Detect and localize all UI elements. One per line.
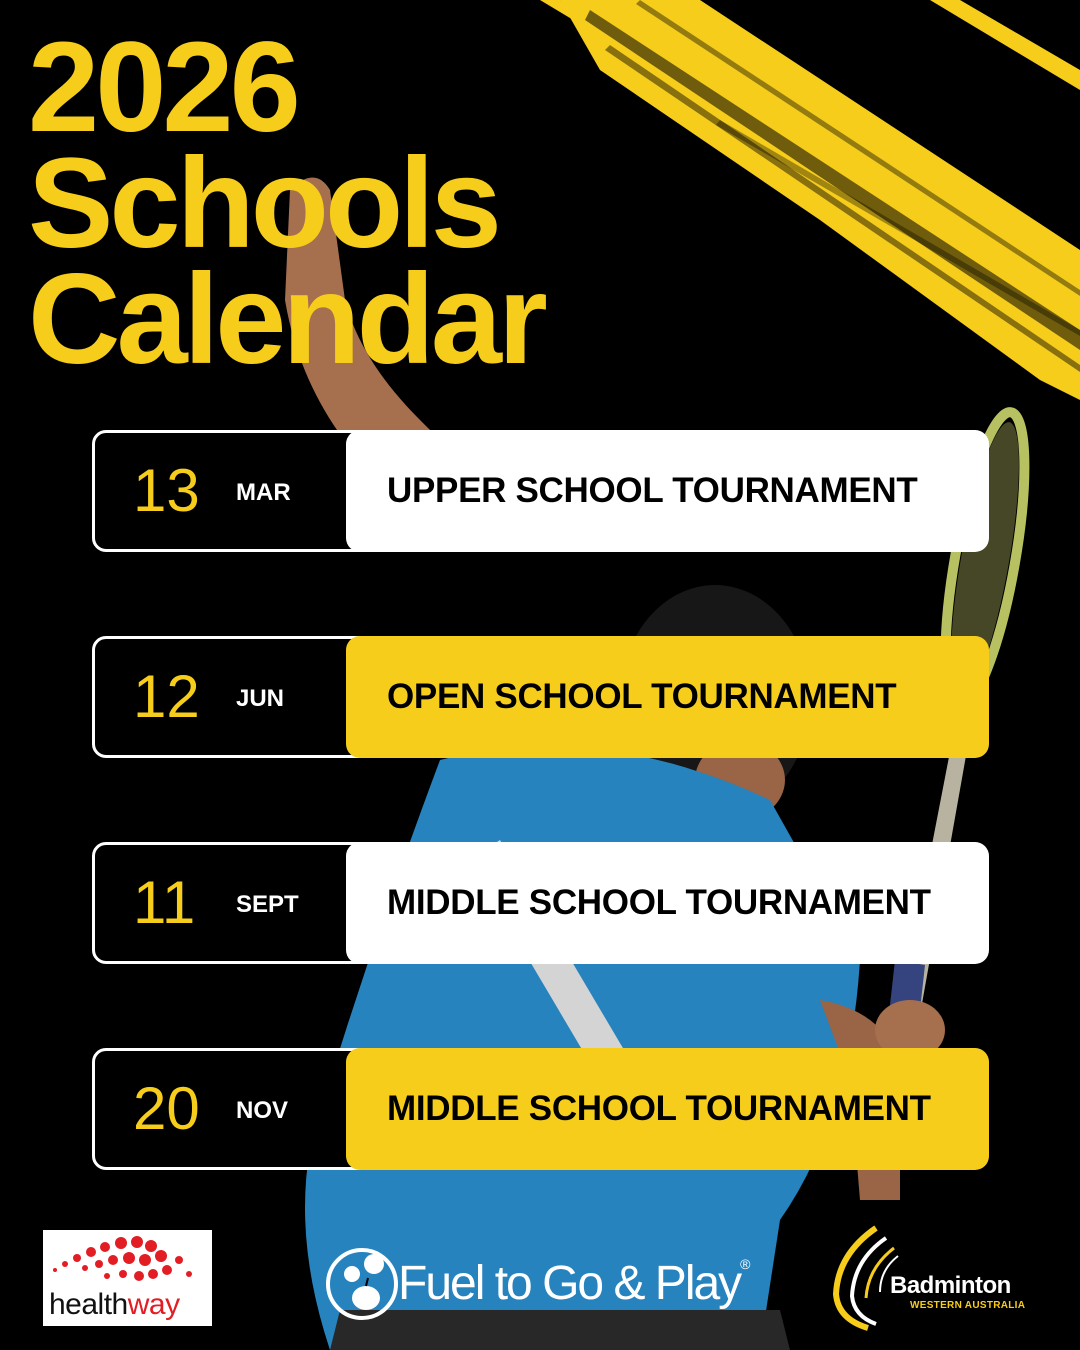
event-day: 12 <box>133 663 200 730</box>
event-name: UPPER SCHOOL TOURNAMENT <box>387 471 918 510</box>
event-row <box>92 636 989 758</box>
badminton-wordmark: Badminton <box>890 1272 1011 1299</box>
event-name: MIDDLE SCHOOL TOURNAMENT <box>387 883 931 922</box>
fuel-wordmark: Fuel to Go & Play® <box>398 1256 749 1310</box>
badminton-subtitle: WESTERN AUSTRALIA <box>910 1300 1026 1311</box>
event-row <box>92 430 989 552</box>
event-name: OPEN SCHOOL TOURNAMENT <box>387 677 897 716</box>
event-month: SEPT <box>236 891 299 918</box>
brush-stroke-graphic <box>540 0 1080 400</box>
event-month: NOV <box>236 1097 289 1124</box>
event-month: JUN <box>236 685 285 712</box>
event-day: 11 <box>133 869 196 936</box>
page-title <box>28 16 544 391</box>
event-name-box <box>346 842 989 964</box>
fuel-emblem-icon <box>322 1234 398 1334</box>
event-row <box>92 1048 989 1170</box>
event-name-box <box>346 636 989 758</box>
sponsor-bar <box>0 1220 1080 1350</box>
event-month: MAR <box>236 479 291 506</box>
healthway-wordmark: healthway <box>49 1288 180 1321</box>
title-word-schools: Schools <box>28 132 498 275</box>
badminton-wa-logo <box>828 1224 1048 1334</box>
events-list <box>92 430 989 1254</box>
event-name-box <box>346 1048 989 1170</box>
fuel-to-go-play-logo <box>322 1234 762 1334</box>
healthway-dots-icon <box>43 1230 212 1290</box>
event-row <box>92 842 989 964</box>
title-word-calendar: Calendar <box>28 248 544 391</box>
healthway-logo <box>43 1230 212 1326</box>
event-day: 20 <box>133 1075 200 1142</box>
event-name: MIDDLE SCHOOL TOURNAMENT <box>387 1089 931 1128</box>
title-year: 2026 <box>28 16 297 159</box>
event-name-box <box>346 430 989 552</box>
event-day: 13 <box>133 457 200 524</box>
